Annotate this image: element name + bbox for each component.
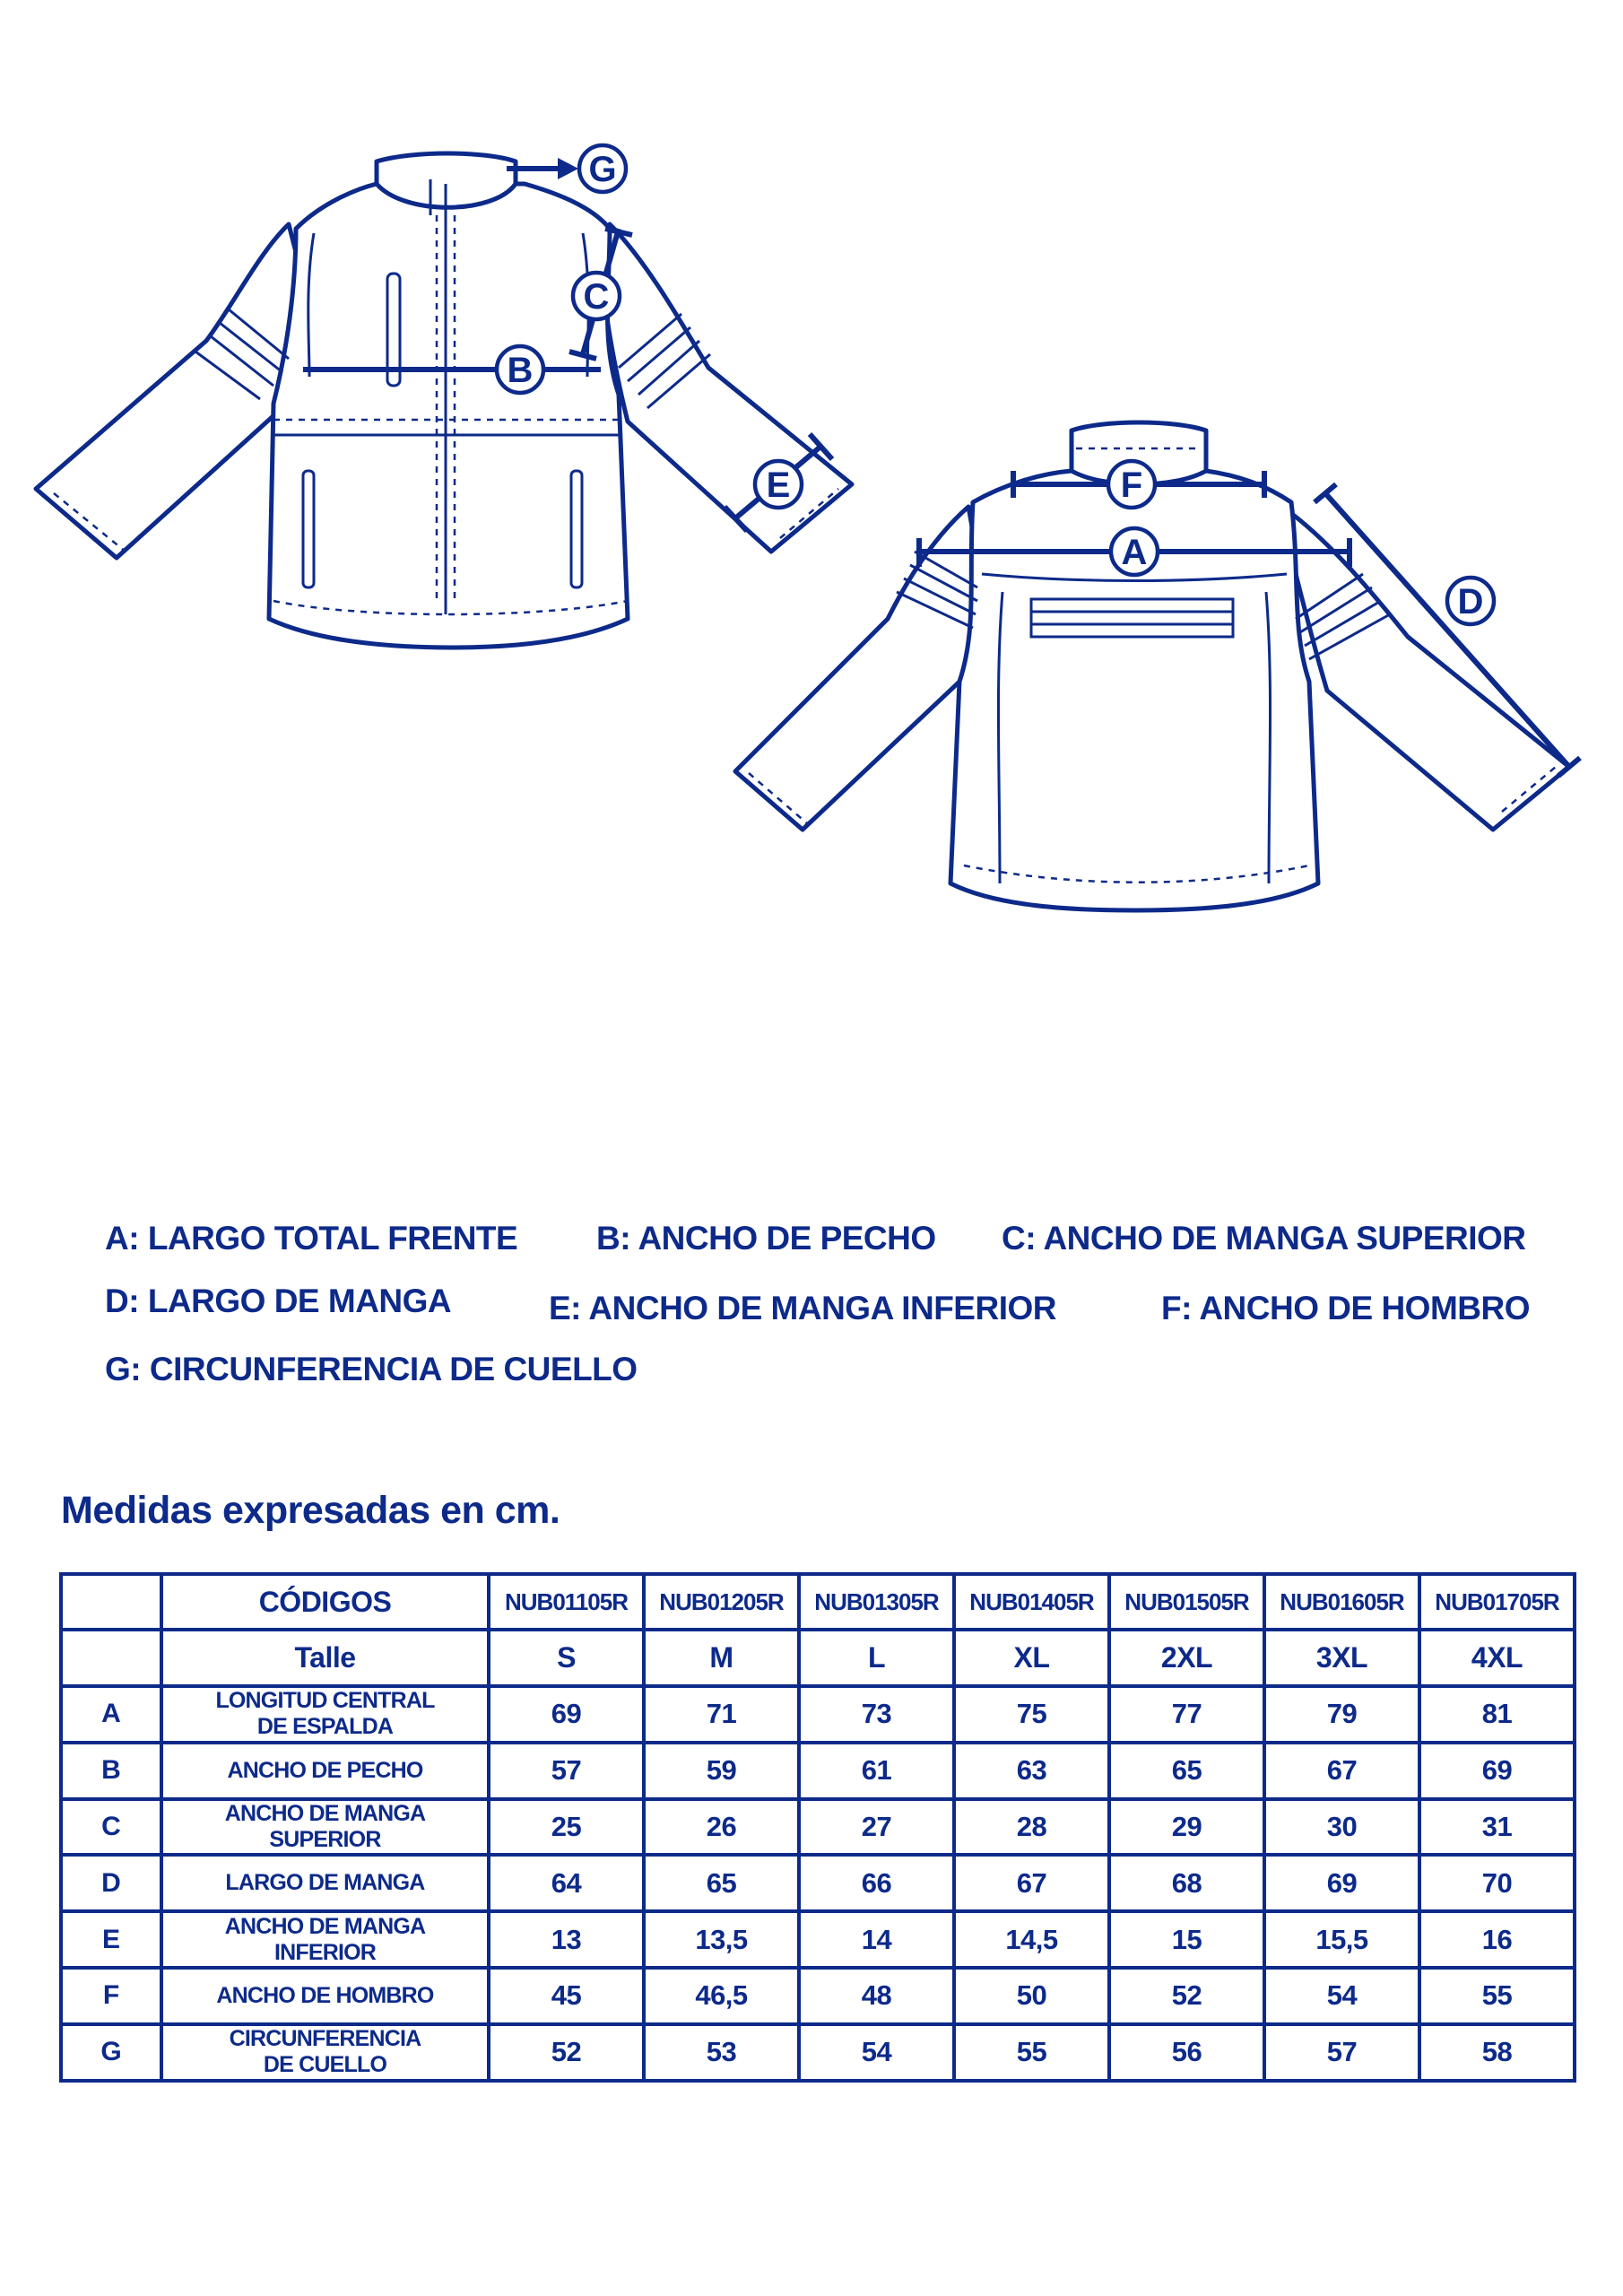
measurement-value: 67 (954, 1855, 1109, 1911)
measurement-description (161, 1968, 489, 2024)
measurement-value: 65 (1109, 1743, 1264, 1799)
jacket-front-view (36, 145, 852, 648)
measurement-letter: A (61, 1686, 161, 1743)
code-cell: NUB01605R (1264, 1574, 1419, 1630)
measurement-value: 79 (1264, 1686, 1419, 1743)
measurement-description (161, 1911, 489, 1968)
measurement-row (61, 1799, 1575, 1856)
code-cell: NUB01105R (489, 1574, 644, 1630)
measurement-value: 54 (799, 2024, 954, 2081)
measurement-value: 14 (799, 1911, 954, 1968)
measurement-value: 57 (1264, 2024, 1419, 2081)
measurement-value: 63 (954, 1743, 1109, 1799)
measurement-value: 61 (799, 1743, 954, 1799)
description-line-2: DE ESPALDA (256, 1714, 394, 1740)
size-cell: 2XL (1109, 1630, 1264, 1686)
measurement-value: 46,5 (644, 1968, 799, 2024)
measurement-value: 25 (489, 1799, 644, 1856)
measurement-value: 27 (799, 1799, 954, 1856)
callout-c: C (583, 277, 610, 317)
measurement-value: 73 (799, 1686, 954, 1743)
measurement-value: 26 (644, 1799, 799, 1856)
measurement-value: 13 (489, 1911, 644, 1968)
measurement-value: 69 (1419, 1743, 1575, 1799)
units-note: Medidas expresadas en cm. (61, 1489, 560, 1532)
size-cell: 4XL (1419, 1630, 1575, 1686)
measurement-row (61, 1911, 1575, 1968)
measurement-value: 68 (1109, 1855, 1264, 1911)
measurement-value: 30 (1264, 1799, 1419, 1856)
sizes-row (61, 1630, 1575, 1686)
measurement-value: 65 (644, 1855, 799, 1911)
measurement-value: 55 (954, 2024, 1109, 2081)
measurement-value: 66 (799, 1855, 954, 1911)
measurement-value: 71 (644, 1686, 799, 1743)
measurement-value: 69 (1264, 1855, 1419, 1911)
measurement-value: 69 (489, 1686, 644, 1743)
measurement-row (61, 1686, 1575, 1743)
measurement-letter: D (61, 1855, 161, 1911)
size-cell: XL (954, 1630, 1109, 1686)
measurement-description (161, 2024, 489, 2081)
measurement-value: 54 (1264, 1968, 1419, 2024)
measurement-letter: B (61, 1743, 161, 1799)
callout-g: G (588, 150, 617, 189)
callout-a: A (1121, 533, 1148, 572)
legend-d: D: LARGO DE MANGA (105, 1283, 452, 1319)
jacket-technical-drawing (0, 0, 1623, 933)
description-line-1: ANCHO DE HOMBRO (216, 1982, 434, 2008)
measurement-value: 57 (489, 1743, 644, 1799)
description-line-2: INFERIOR (273, 1939, 377, 1965)
size-chart-body (61, 1574, 1575, 2081)
legend-f: F: ANCHO DE HOMBRO (1161, 1290, 1530, 1326)
description-line-1: LARGO DE MANGA (225, 1870, 425, 1896)
measurement-value: 56 (1109, 2024, 1264, 2081)
measurement-value: 29 (1109, 1799, 1264, 1856)
description-line-2: DE CUELLO (263, 2052, 387, 2078)
measurement-value: 75 (954, 1686, 1109, 1743)
measurement-row (61, 1855, 1575, 1911)
measurement-value: 28 (954, 1799, 1109, 1856)
size-cell: S (489, 1630, 644, 1686)
empty-corner-cell (61, 1630, 161, 1686)
empty-corner-cell (61, 1574, 161, 1630)
legend-e: E: ANCHO DE MANGA INFERIOR (549, 1290, 1056, 1326)
legend-g: G: CIRCUNFERENCIA DE CUELLO (105, 1351, 638, 1387)
measurement-value: 48 (799, 1968, 954, 2024)
legend-c: C: ANCHO DE MANGA SUPERIOR (1002, 1220, 1526, 1257)
measurement-value: 15,5 (1264, 1911, 1419, 1968)
size-cell: M (644, 1630, 799, 1686)
measurement-row (61, 1743, 1575, 1799)
size-chart-table (59, 1572, 1576, 2083)
callout-e: E (766, 465, 791, 505)
description-line-1: ANCHO DE PECHO (227, 1757, 423, 1783)
description-line-1: ANCHO DE MANGA (224, 1800, 426, 1826)
code-cell: NUB01305R (799, 1574, 954, 1630)
measurement-value: 15 (1109, 1911, 1264, 1968)
measurement-letter: F (61, 1968, 161, 2024)
measurement-value: 70 (1419, 1855, 1575, 1911)
measurement-value: 59 (644, 1743, 799, 1799)
measurement-value: 45 (489, 1968, 644, 2024)
size-label: Talle (161, 1630, 489, 1686)
measurement-row (61, 2024, 1575, 2081)
size-cell: 3XL (1264, 1630, 1419, 1686)
measurement-value: 67 (1264, 1743, 1419, 1799)
measurement-value: 64 (489, 1855, 644, 1911)
code-cell: NUB01205R (644, 1574, 799, 1630)
measurement-value: 50 (954, 1968, 1109, 2024)
measurement-description (161, 1743, 489, 1799)
measurement-description (161, 1855, 489, 1911)
measurement-value: 16 (1419, 1911, 1575, 1968)
callout-d: D (1457, 582, 1484, 622)
description-line-1: ANCHO DE MANGA (224, 1913, 426, 1939)
measurement-description (161, 1686, 489, 1743)
jacket-back-view (735, 422, 1580, 910)
measurement-row (61, 1968, 1575, 2024)
measurement-value: 58 (1419, 2024, 1575, 2081)
description-line-2: SUPERIOR (269, 1826, 381, 1852)
measurement-letter: E (61, 1911, 161, 1968)
measurement-letter: C (61, 1799, 161, 1856)
code-cell: NUB01505R (1109, 1574, 1264, 1630)
description-line-1: LONGITUD CENTRAL (215, 1688, 435, 1714)
size-cell: L (799, 1630, 954, 1686)
callout-b: B (507, 351, 534, 390)
measurement-description (161, 1799, 489, 1856)
codes-row (61, 1574, 1575, 1630)
measurement-value: 13,5 (644, 1911, 799, 1968)
code-cell: NUB01705R (1419, 1574, 1575, 1630)
code-cell: NUB01405R (954, 1574, 1109, 1630)
measurement-value: 55 (1419, 1968, 1575, 2024)
codes-label: CÓDIGOS (161, 1574, 489, 1630)
measurement-value: 52 (489, 2024, 644, 2081)
measurement-value: 53 (644, 2024, 799, 2081)
measurement-value: 14,5 (954, 1911, 1109, 1968)
measurement-legend (0, 1220, 1623, 1399)
measurement-letter: G (61, 2024, 161, 2081)
measurement-value: 52 (1109, 1968, 1264, 2024)
callout-f: F (1120, 465, 1143, 505)
measurement-value: 77 (1109, 1686, 1264, 1743)
measurement-value: 31 (1419, 1799, 1575, 1856)
description-line-1: CIRCUNFERENCIA (229, 2026, 421, 2052)
measurement-value: 81 (1419, 1686, 1575, 1743)
legend-b: B: ANCHO DE PECHO (596, 1220, 936, 1257)
legend-a: A: LARGO TOTAL FRENTE (105, 1220, 518, 1257)
